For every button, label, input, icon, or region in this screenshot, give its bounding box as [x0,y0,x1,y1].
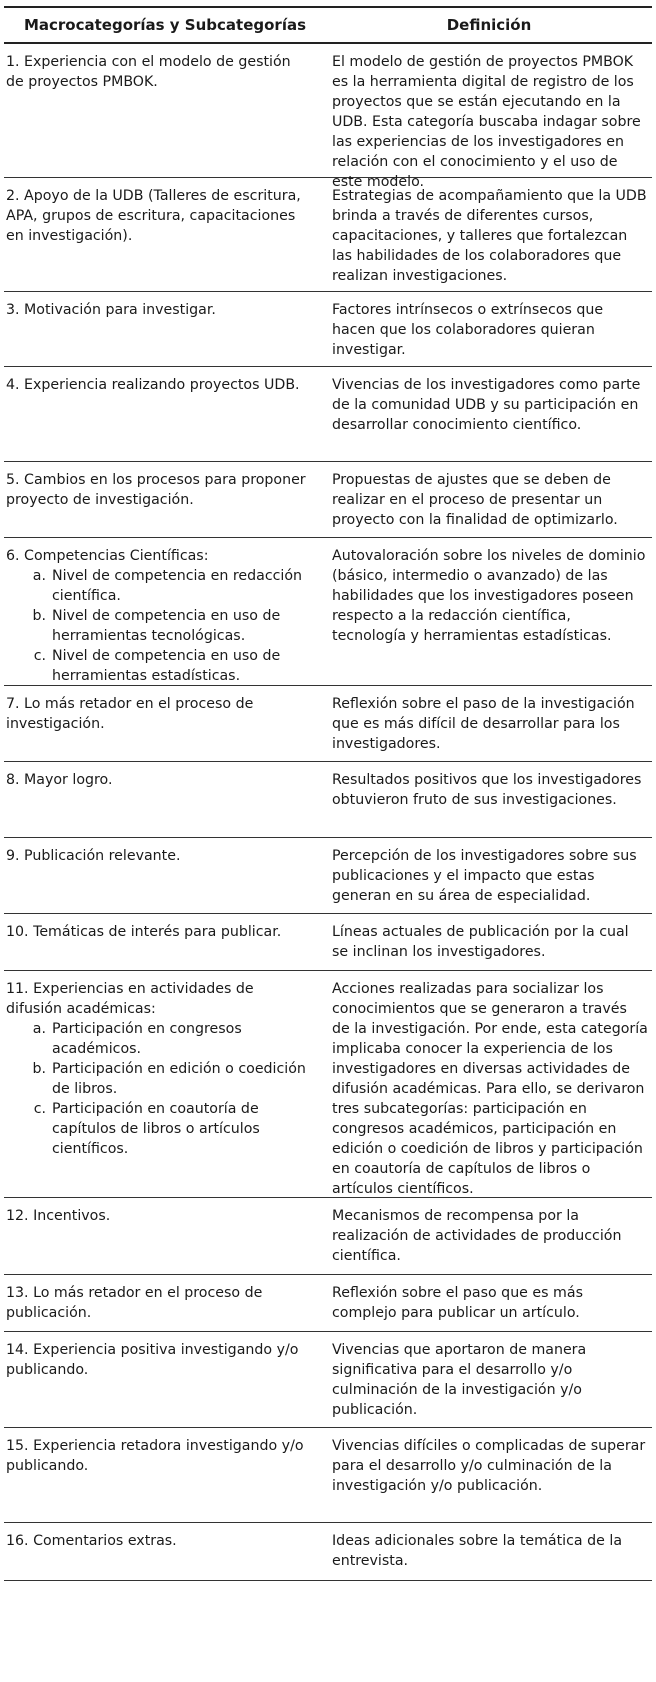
macro-cell: 5. Cambios en los procesos para proponer proyecto de investigación. [6,472,306,508]
macro-cell: 14. Experiencia positiva investigando y/o publicando. [6,1342,299,1378]
subcategory-marker: a. [32,568,46,584]
definition-cell: Líneas actuales de publicación por la cual se inclinan los investigadores. [332,924,629,960]
definition-cell: El modelo de gestión de proyectos PMBOK es la herramienta digital de registro de los proyectos que se están ejecutando en la UDB. Esta categoría buscaba indagar sobre las experiencias de los investigadores en relación con el conocimiento y el uso de este modelo. [332,54,641,190]
definition-cell: Vivencias que aportaron de manera significativa para el desarrollo y/o culminación de la investigación y/o publicación. [332,1342,587,1418]
table-row [4,1198,652,1275]
table-row [4,1332,652,1428]
table-row [4,1428,652,1523]
subcategory-text: Participación en edición o coedición de libros. [52,1061,306,1097]
table-row [4,367,652,462]
subcategory-marker: b. [32,1061,46,1077]
macro-cell: 3. Motivación para investigar. [6,302,216,318]
subcategory-item [6,1099,312,1159]
macro-cell: 2. Apoyo de la UDB (Talleres de escritura, APA, grupos de escritura, capacitaciones en investigación). [6,188,301,244]
macro-cell: 4. Experiencia realizando proyectos UDB. [6,377,300,393]
definition-cell: Acciones realizadas para socializar los conocimientos que se generaron a través de la investigación. Por ende, esta categoría implicaba conocer la experiencia de los investigadores en diversas actividades de difusión académicas. Para ello, se derivaron tres subcategorías: participación en congresos académicos, participación en edición o coedición de libros y participación en coautoría de capítulos de libros o artículos científicos. [332,981,648,1197]
definition-cell: Reflexión sobre el paso que es más complejo para publicar un artículo. [332,1285,583,1321]
macro-cell: 13. Lo más retador en el proceso de publicación. [6,1285,263,1321]
table-row [4,971,652,1198]
table-row [4,762,652,838]
subcategory-item [6,646,312,686]
subcategory-text: Participación en coautoría de capítulos de libros o artículos científicos. [52,1101,260,1157]
macro-cell: 15. Experiencia retadora investigando y/o publicando. [6,1438,304,1474]
definition-cell: Mecanismos de recompensa por la realización de actividades de producción científica. [332,1208,622,1264]
definition-cell: Resultados positivos que los investigadores obtuvieron fruto de sus investigaciones. [332,772,642,808]
macro-title: 11. Experiencias en actividades de difusión académicas: [6,981,254,1017]
subcategory-marker: a. [32,1021,46,1037]
table-row [4,1523,652,1581]
subcategory-text: Nivel de competencia en uso de herramientas estadísticas. [52,648,281,684]
definition-cell: Estrategias de acompañamiento que la UDB brinda a través de diferentes cursos, capacitaciones, y talleres que fortalezcan las habilidades de los colaboradores que realizan investigaciones. [332,188,647,284]
table-row [4,914,652,971]
macro-cell: 16. Comentarios extras. [6,1533,177,1549]
subcategory-marker: c. [33,1101,46,1117]
table-row [4,44,652,190]
macro-cell [4,979,326,1197]
subcategory-item [6,606,312,646]
table-row [4,538,652,686]
subcategory-marker: b. [32,608,46,624]
macro-cell: 10. Temáticas de interés para publicar. [6,924,282,940]
macro-title: 6. Competencias Científicas: [6,548,209,564]
definition-cell: Vivencias de los investigadores como parte de la comunidad UDB y su participación en desarrollar conocimiento científico. [332,377,641,433]
subcategory-text: Nivel de competencia en uso de herramientas tecnológicas. [52,608,281,644]
subcategory-text: Participación en congresos académicos. [52,1021,242,1057]
subcategory-text: Nivel de competencia en redacción científica. [52,568,303,604]
macro-cell [4,546,326,685]
definition-cell: Reflexión sobre el paso de la investigación que es más difícil de desarrollar para los investigadores. [332,696,635,752]
categories-table [4,6,652,1581]
subcategory-item [6,566,312,606]
definition-cell: Factores intrínsecos o extrínsecos que hacen que los colaboradores quieran investigar. [332,302,604,358]
definition-cell: Ideas adicionales sobre la temática de la entrevista. [332,1533,623,1569]
macro-cell: 9. Publicación relevante. [6,848,181,864]
header-definition: Definición [446,16,532,34]
definition-cell: Percepción de los investigadores sobre sus publicaciones y el impacto que estas generan en su área de especialidad. [332,848,637,904]
subcategory-marker: c. [33,648,46,664]
macro-cell: 1. Experiencia con el modelo de gestión de proyectos PMBOK. [6,54,291,90]
subcategory-item [6,1059,312,1099]
table-row [4,1275,652,1332]
macro-cell: 8. Mayor logro. [6,772,113,788]
table-row [4,292,652,367]
macro-cell: 12. Incentivos. [6,1208,111,1224]
table-row [4,462,652,538]
definition-cell: Vivencias difíciles o complicadas de superar para el desarrollo y/o culminación de la investigación y/o publicación. [332,1438,646,1494]
definition-cell: Propuestas de ajustes que se deben de realizar en el proceso de presentar un proyecto con la finalidad de optimizarlo. [332,472,618,528]
table-row [4,686,652,762]
table-row [4,838,652,914]
definition-cell: Autovaloración sobre los niveles de dominio (básico, intermedio o avanzado) de las habilidades que los investigadores poseen respecto a la redacción científica, tecnología y herramientas estadísticas. [332,548,646,644]
macro-cell: 7. Lo más retador en el proceso de investigación. [6,696,254,732]
table-header [4,6,652,44]
subcategory-item [6,1019,312,1059]
header-macro: Macrocategorías y Subcategorías [23,16,307,34]
table-row [4,178,652,292]
